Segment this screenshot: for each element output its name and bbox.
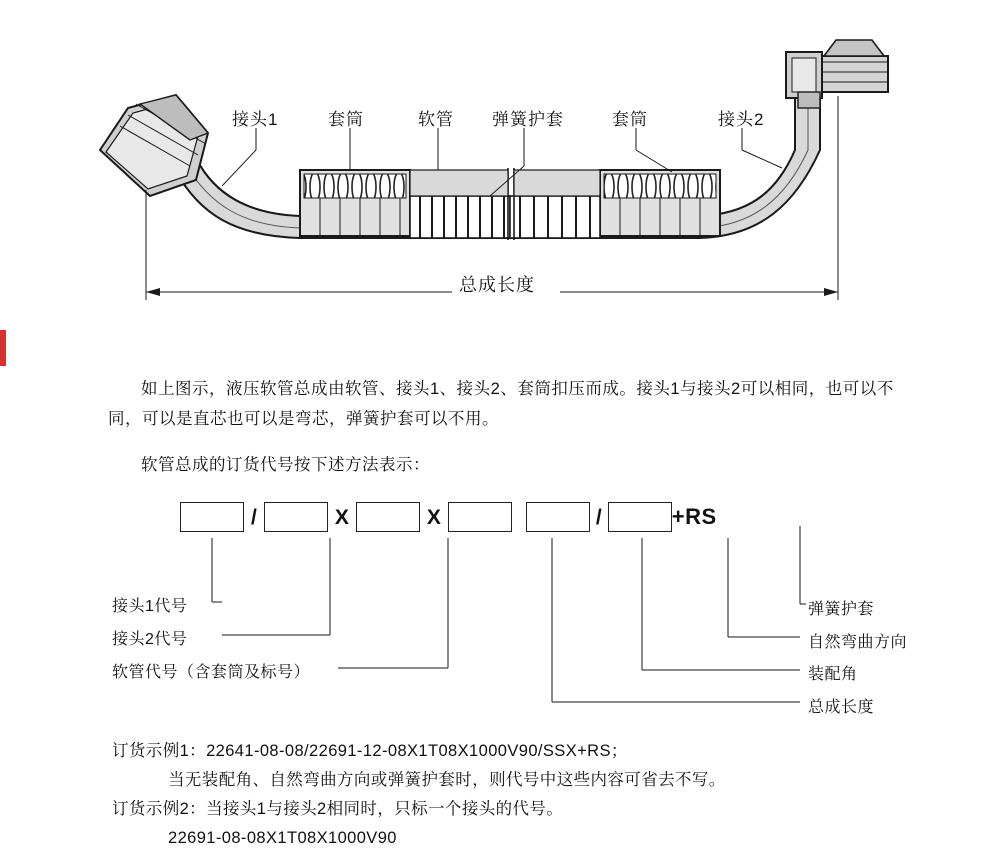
example2-label: 订货示例2：当接头1与接头2相同时，只标一个接头的代号。 — [112, 800, 564, 818]
separator-slash-1: / — [251, 505, 257, 529]
label-fitting2-code: 接头2代号 — [112, 631, 188, 648]
callout-ferrule1: 套筒 — [328, 110, 364, 129]
hose-assembly-drawing — [0, 0, 993, 330]
intro-paragraph: 如上图示，液压软管总成由软管、接头1、接头2、套筒扣压而成。接头1与接头2可以相同，也可以不同，可以是直芯也可以是弯芯，弹簧护套可以不用。 — [108, 380, 894, 428]
separator-x-2: X — [426, 505, 441, 529]
label-hose-code: 软管代号（含套筒及标号） — [112, 664, 311, 681]
example1-note: 当无装配角、自然弯曲方向或弹簧护套时，则代号中这些内容可省去不写。 — [168, 771, 726, 789]
callout-ferrule2: 套筒 — [612, 110, 648, 129]
ferrule1-graphic — [300, 170, 410, 236]
callout-spring-guard: 弹簧护套 — [492, 110, 564, 129]
example2-code: 22691-08-08X1T08X1000V90 — [168, 829, 397, 847]
order-code-paragraph: 软管总成的订货代号按下述方法表示： — [141, 456, 430, 474]
separator-slash-2: / — [595, 505, 602, 529]
fitting1-graphic — [100, 95, 208, 196]
label-spring-guard: 弹簧护套 — [808, 601, 875, 618]
spring-guard-graphic — [410, 168, 600, 240]
label-fitting1-code: 接头1代号 — [112, 598, 188, 615]
callout-fitting1: 接头1 — [232, 110, 279, 129]
page-edge-mark — [0, 330, 6, 366]
example1-label: 订货示例1：22641-08-08/22691-12-08X1T08X1000V90/SSX+RS； — [112, 742, 628, 760]
separator-x-1: X — [334, 505, 349, 529]
total-length-label: 总成长度 — [459, 275, 535, 295]
label-total-length: 总成长度 — [808, 699, 875, 716]
fitting2-graphic — [786, 40, 888, 108]
callout-hose: 软管 — [418, 110, 454, 129]
callout-fitting2: 接头2 — [718, 110, 765, 129]
label-natural-bend: 自然弯曲方向 — [808, 634, 908, 651]
suffix-spring-guard: +RS — [671, 504, 717, 529]
ferrule2-graphic — [600, 170, 720, 236]
label-assembly-angle: 装配角 — [808, 666, 858, 683]
